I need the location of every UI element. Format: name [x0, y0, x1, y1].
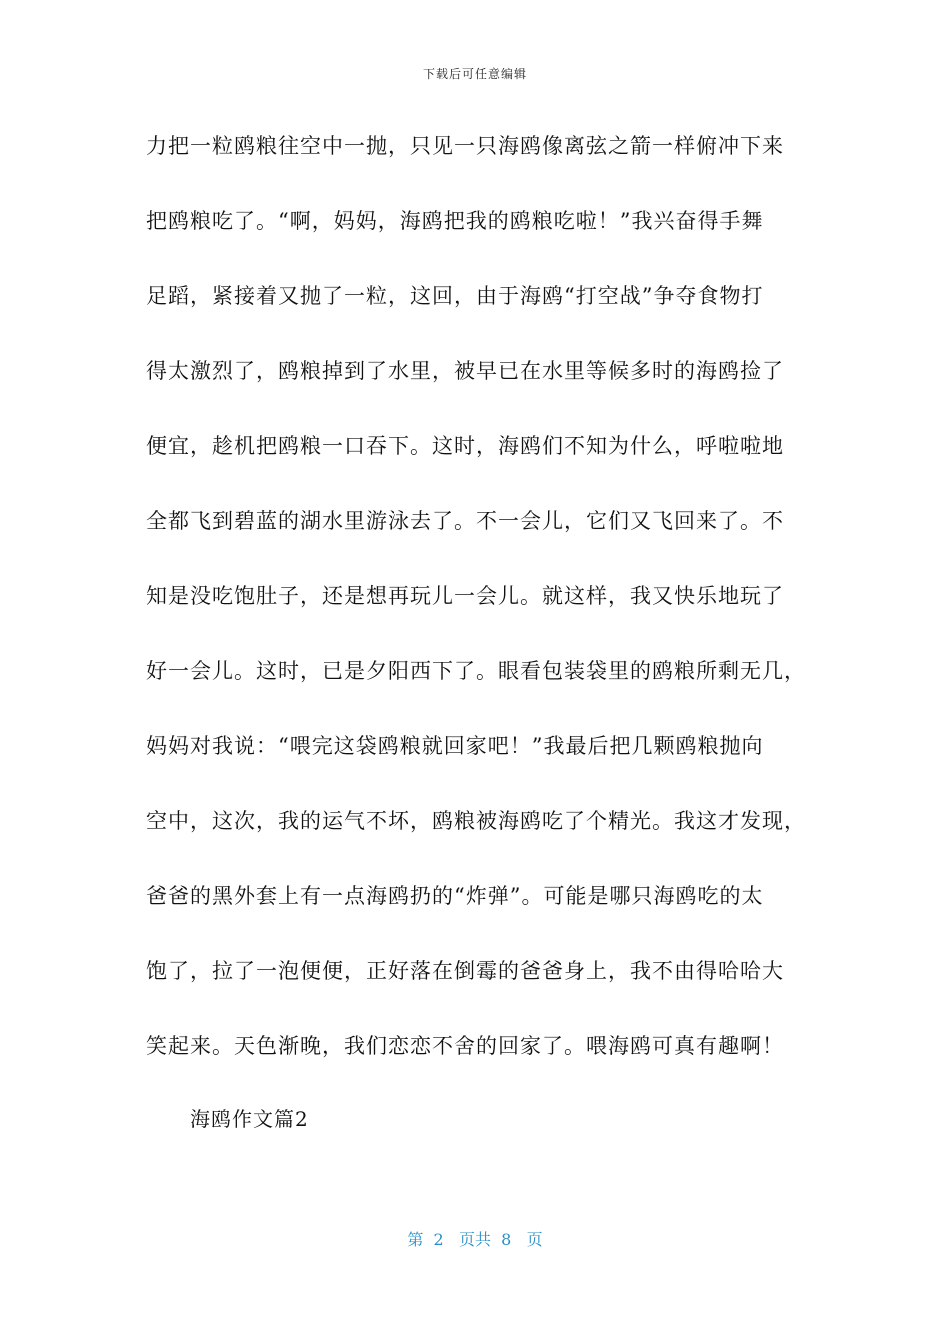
text-line: 妈妈对我说：“喂完这袋鸥粮就回家吧！”我最后把几颗鸥粮抛向	[146, 734, 764, 758]
text-line: 便宜，趁机把鸥粮一口吞下。这时，海鸥们不知为什么，呼啦啦地	[146, 434, 784, 458]
essay-body	[146, 126, 826, 1101]
text-line: 得太激烈了，鸥粮掉到了水里，被早已在水里等候多时的海鸥捡了	[146, 359, 784, 383]
text-line: 把鸥粮吃了。“啊，妈妈，海鸥把我的鸥粮吃啦！”我兴奋得手舞	[146, 209, 764, 233]
text-line: 笑起来。天色渐晚，我们恋恋不舍的回家了。喂海鸥可真有趣啊！	[146, 1034, 784, 1058]
text-line: 足蹈，紧接着又抛了一粒，这回，由于海鸥“打空战”争夺食物打	[146, 284, 764, 308]
text-line: 知是没吃饱肚子，还是想再玩儿一会儿。就这样，我又快乐地玩了	[146, 584, 784, 608]
page-header-note: 下载后可任意编辑	[422, 67, 527, 81]
text-line: 力把一粒鸥粮往空中一抛，只见一只海鸥像离弦之箭一样俯冲下来	[146, 134, 784, 158]
text-line: 全都飞到碧蓝的湖水里游泳去了。不一会儿，它们又飞回来了。不	[146, 509, 784, 533]
text-line: 饱了，拉了一泡便便，正好落在倒霉的爸爸身上，我不由得哈哈大	[146, 959, 784, 983]
text-line: 爸爸的黑外套上有一点海鸥扔的“炸弹”。可能是哪只海鸥吃的太	[146, 884, 764, 908]
text-line: 空中，这次，我的运气不坏，鸥粮被海鸥吃了个精光。我这才发现，	[146, 809, 806, 833]
text-line: 好一会儿。这时，已是夕阳西下了。眼看包装袋里的鸥粮所剩无几，	[146, 659, 806, 683]
section-heading: 海鸥作文篇2	[190, 1107, 309, 1131]
page-number-footer: 第 2 页共 8 页	[407, 1230, 543, 1249]
